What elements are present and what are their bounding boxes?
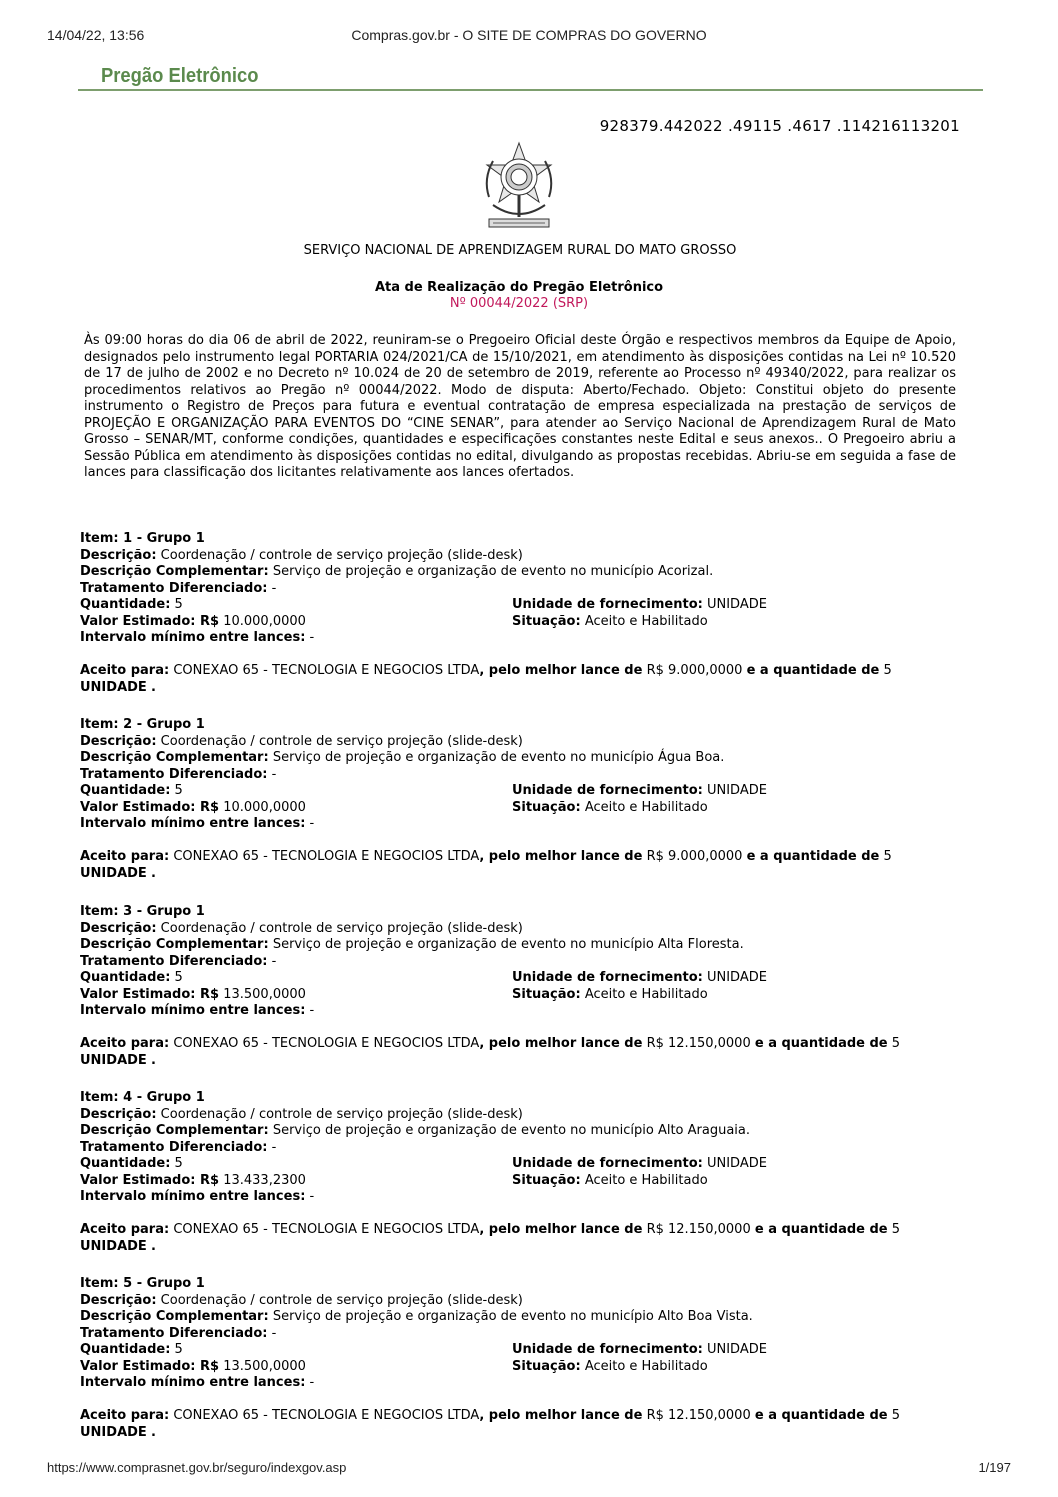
tratamento-label: Tratamento Diferenciado:: [80, 953, 268, 969]
situacao-label: Situação:: [512, 613, 581, 629]
melhor-lance-value: R$ 9.000,0000: [646, 663, 743, 678]
melhor-lance-value: R$ 12.150,0000: [646, 1408, 751, 1423]
intervalo-value: -: [309, 630, 315, 645]
quantidade-label: Quantidade:: [80, 597, 171, 612]
quantidade-de-label: e a quantidade de: [746, 663, 880, 678]
quantidade-value: 5: [174, 597, 183, 612]
unidade-value: UNIDADE: [706, 970, 767, 985]
melhor-lance-label: , pelo melhor lance de: [479, 849, 643, 864]
acceptance-line: [80, 1036, 946, 1069]
period-mark: .: [150, 679, 156, 695]
unidade-value: UNIDADE: [706, 1342, 767, 1357]
unidade-label: Unidade de fornecimento:: [512, 970, 703, 985]
qtd-aceita-value: 5: [891, 1222, 901, 1237]
qtd-aceita-value: 5: [891, 1036, 901, 1051]
qtd-aceita-value: 5: [883, 849, 892, 864]
descricao-complementar-value: Serviço de projeção e organização de evento no município Alta Floresta.: [272, 937, 744, 952]
item-heading: Item: 3 - Grupo 1: [80, 904, 205, 919]
aceito-para-label: Aceito para:: [80, 663, 170, 678]
quantidade-de-label: e a quantidade de: [754, 1222, 888, 1237]
unidade-value: UNIDADE: [706, 1156, 767, 1171]
tratamento-value: -: [271, 766, 277, 782]
period-mark: .: [150, 1052, 156, 1068]
descricao-value: Coordenação / controle de serviço projeção (slide-desk): [160, 1292, 523, 1308]
brazil-coat-of-arms-icon: [475, 139, 563, 235]
descricao-complementar-label: Descrição Complementar:: [80, 750, 269, 765]
item-block: [80, 1276, 946, 1441]
descricao-value: Coordenação / controle de serviço projeção (slide-desk): [160, 1106, 523, 1122]
unidade-label: Unidade de fornecimento:: [512, 1156, 703, 1171]
intro-paragraph: Às 09:00 horas do dia 06 de abril de 2022, reuniram-se o Pregoeiro Oficial deste Órgão e respectivos membros da Equipe de Apoio, designados pelo instrumento legal PORTARIA 024/2021/CA de 15/10/2021, em atendimento às disposições contidas na Lei nº 10.520 de 17 de julho de 2002 e no Decreto nº 10.024 de 20 de setembro de 2019, referente ao Processo nº 49340/2022, para realizar os procedimentos relativos ao Pregão nº 00044/2022. Modo de disputa: Aberto/Fechado. Objeto: Constitui objeto do presente instrumento o Registro de Preços para futura e eventual contratação de empresa especializada na prestação de serviços de PROJEÇÃO E ORGANIZAÇÃO PARA EVENTOS DO “CINE SENAR”, para atender ao Serviço Nacional de Aprendizagem Rural de Mato Grosso – SENAR/MT, conforme condições, quantidades e especificações constantes neste Edital e seus anexos.. O Pregoeiro abriu a Sessão Pública em atendimento às disposições contidas no edital, divulgando as propostas recebidas. Abriu-se em seguida a fase de lances para classificação dos licitantes relativamente aos lances ofertados.: [84, 333, 956, 480]
quantidade-label: Quantidade:: [80, 1156, 171, 1171]
situacao-value: Aceito e Habilitado: [584, 1358, 708, 1374]
descricao-complementar-value: Serviço de projeção e organização de evento no município Alto Boa Vista.: [272, 1309, 753, 1324]
item-heading: Item: 4 - Grupo 1: [80, 1090, 205, 1105]
intervalo-value: -: [309, 1003, 315, 1018]
fornecedor-value: CONEXAO 65 - TECNOLOGIA E NEGOCIOS LTDA: [173, 663, 480, 678]
unidade-bold-label: UNIDADE: [80, 1052, 147, 1068]
quantidade-label: Quantidade:: [80, 1342, 171, 1357]
aceito-para-label: Aceito para:: [80, 849, 170, 864]
melhor-lance-label: , pelo melhor lance de: [479, 663, 643, 678]
fornecedor-value: CONEXAO 65 - TECNOLOGIA E NEGOCIOS LTDA: [173, 1222, 480, 1237]
item-heading: Item: 5 - Grupo 1: [80, 1276, 205, 1291]
tratamento-value: -: [271, 1139, 277, 1155]
situacao-label: Situação:: [512, 1358, 581, 1374]
print-url: https://www.comprasnet.gov.br/seguro/indexgov.asp: [47, 1460, 347, 1475]
intervalo-value: -: [309, 816, 315, 831]
descricao-complementar-label: Descrição Complementar:: [80, 1309, 269, 1324]
quantidade-de-label: e a quantidade de: [746, 849, 880, 864]
descricao-value: Coordenação / controle de serviço projeção (slide-desk): [160, 547, 523, 563]
descricao-complementar-value: Serviço de projeção e organização de evento no município Alto Araguaia.: [272, 1123, 751, 1138]
descricao-complementar-label: Descrição Complementar:: [80, 564, 269, 579]
unidade-value: UNIDADE: [706, 597, 767, 612]
unidade-value: UNIDADE: [706, 783, 767, 798]
acceptance-line: [80, 849, 946, 882]
descricao-label: Descrição:: [80, 920, 157, 936]
document-number: Nº 00044/2022 (SRP): [449, 296, 589, 311]
qtd-aceita-value: 5: [891, 1408, 901, 1423]
descricao-label: Descrição:: [80, 547, 157, 563]
intervalo-value: -: [309, 1375, 315, 1390]
valor-estimado-value: 13.500,0000: [223, 986, 306, 1002]
print-page-counter: 1/197: [978, 1460, 1011, 1475]
intervalo-label: Intervalo mínimo entre lances:: [80, 1189, 306, 1204]
unidade-label: Unidade de fornecimento:: [512, 1342, 703, 1357]
period-mark: .: [150, 1424, 156, 1440]
valor-estimado-value: 10.000,0000: [223, 613, 306, 629]
melhor-lance-label: , pelo melhor lance de: [479, 1036, 643, 1051]
situacao-label: Situação:: [512, 986, 581, 1002]
acceptance-line: [80, 663, 946, 696]
quantidade-de-label: e a quantidade de: [754, 1408, 888, 1423]
melhor-lance-value: R$ 12.150,0000: [646, 1222, 751, 1237]
quantidade-value: 5: [174, 1342, 183, 1357]
valor-estimado-label: Valor Estimado: R$: [80, 799, 220, 815]
print-datetime: 14/04/22, 13:56: [47, 27, 145, 43]
melhor-lance-value: R$ 12.150,0000: [646, 1036, 751, 1051]
aceito-para-label: Aceito para:: [80, 1036, 170, 1051]
document-title: Ata de Realização do Pregão Eletrônico: [374, 280, 664, 295]
valor-estimado-value: 13.500,0000: [223, 1358, 306, 1374]
aceito-para-label: Aceito para:: [80, 1408, 170, 1423]
situacao-value: Aceito e Habilitado: [584, 1172, 708, 1188]
tratamento-value: -: [271, 580, 277, 596]
print-page-title: Compras.gov.br - O SITE DE COMPRAS DO GOVERNO: [351, 27, 707, 43]
item-block: [80, 717, 946, 882]
valor-estimado-label: Valor Estimado: R$: [80, 613, 220, 629]
situacao-label: Situação:: [512, 799, 581, 815]
descricao-value: Coordenação / controle de serviço projeção (slide-desk): [160, 920, 523, 936]
descricao-complementar-label: Descrição Complementar:: [80, 1123, 269, 1138]
melhor-lance-label: , pelo melhor lance de: [479, 1222, 643, 1237]
quantidade-label: Quantidade:: [80, 970, 171, 985]
item-heading: Item: 2 - Grupo 1: [80, 717, 205, 732]
quantidade-value: 5: [174, 783, 183, 798]
tratamento-value: -: [271, 953, 277, 969]
unidade-bold-label: UNIDADE: [80, 1424, 147, 1440]
tratamento-value: -: [271, 1325, 277, 1341]
organization-name: SERVIÇO NACIONAL DE APRENDIZAGEM RURAL DO MATO GROSSO: [303, 243, 737, 258]
quantidade-value: 5: [174, 970, 183, 985]
item-heading: Item: 1 - Grupo 1: [80, 531, 205, 546]
quantidade-value: 5: [174, 1156, 183, 1171]
situacao-value: Aceito e Habilitado: [584, 986, 708, 1002]
valor-estimado-value: 10.000,0000: [223, 799, 306, 815]
descricao-value: Coordenação / controle de serviço projeção (slide-desk): [160, 733, 523, 749]
item-block: [80, 1090, 946, 1255]
fornecedor-value: CONEXAO 65 - TECNOLOGIA E NEGOCIOS LTDA: [173, 1408, 480, 1423]
situacao-label: Situação:: [512, 1172, 581, 1188]
tratamento-label: Tratamento Diferenciado:: [80, 580, 268, 596]
tratamento-label: Tratamento Diferenciado:: [80, 1325, 268, 1341]
unidade-label: Unidade de fornecimento:: [512, 783, 703, 798]
acceptance-line: [80, 1222, 946, 1255]
document-code: 928379.442022 .49115 .4617 .114216113201: [599, 117, 960, 135]
intervalo-label: Intervalo mínimo entre lances:: [80, 630, 306, 645]
melhor-lance-value: R$ 9.000,0000: [646, 849, 743, 864]
situacao-value: Aceito e Habilitado: [584, 613, 708, 629]
descricao-label: Descrição:: [80, 1106, 157, 1122]
tratamento-label: Tratamento Diferenciado:: [80, 766, 268, 782]
descricao-label: Descrição:: [80, 1292, 157, 1308]
quantidade-de-label: e a quantidade de: [754, 1036, 888, 1051]
fornecedor-value: CONEXAO 65 - TECNOLOGIA E NEGOCIOS LTDA: [173, 849, 480, 864]
melhor-lance-label: , pelo melhor lance de: [479, 1408, 643, 1423]
valor-estimado-value: 13.433,2300: [223, 1172, 306, 1188]
period-mark: .: [150, 1238, 156, 1254]
quantidade-label: Quantidade:: [80, 783, 171, 798]
situacao-value: Aceito e Habilitado: [584, 799, 708, 815]
fornecedor-value: CONEXAO 65 - TECNOLOGIA E NEGOCIOS LTDA: [173, 1036, 480, 1051]
valor-estimado-label: Valor Estimado: R$: [80, 1172, 220, 1188]
period-mark: .: [150, 865, 156, 881]
acceptance-line: [80, 1408, 946, 1441]
descricao-complementar-value: Serviço de projeção e organização de evento no município Acorizal.: [272, 564, 714, 579]
header-divider: [78, 89, 983, 91]
descricao-complementar-label: Descrição Complementar:: [80, 937, 269, 952]
qtd-aceita-value: 5: [883, 663, 892, 678]
item-block: [80, 904, 946, 1069]
intervalo-label: Intervalo mínimo entre lances:: [80, 1375, 306, 1390]
descricao-label: Descrição:: [80, 733, 157, 749]
aceito-para-label: Aceito para:: [80, 1222, 170, 1237]
tratamento-label: Tratamento Diferenciado:: [80, 1139, 268, 1155]
valor-estimado-label: Valor Estimado: R$: [80, 1358, 220, 1374]
section-title: Pregão Eletrônico: [101, 65, 259, 87]
descricao-complementar-value: Serviço de projeção e organização de evento no município Água Boa.: [272, 750, 725, 765]
intervalo-value: -: [309, 1189, 315, 1204]
intervalo-label: Intervalo mínimo entre lances:: [80, 1003, 306, 1018]
item-block: [80, 531, 946, 696]
unidade-label: Unidade de fornecimento:: [512, 597, 703, 612]
unidade-bold-label: UNIDADE: [80, 1238, 147, 1254]
unidade-bold-label: UNIDADE: [80, 865, 147, 881]
intervalo-label: Intervalo mínimo entre lances:: [80, 816, 306, 831]
unidade-bold-label: UNIDADE: [80, 679, 147, 695]
valor-estimado-label: Valor Estimado: R$: [80, 986, 220, 1002]
